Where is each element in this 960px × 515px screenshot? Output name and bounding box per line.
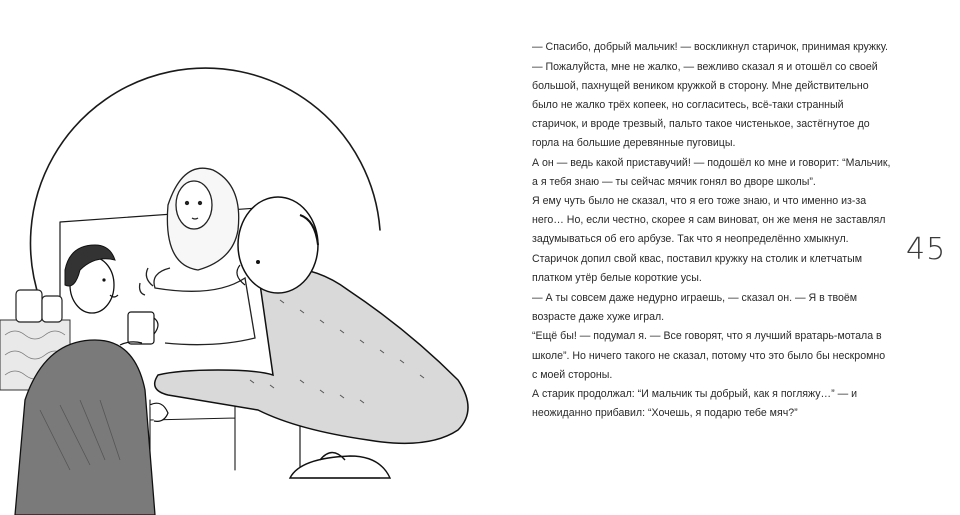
paragraph: — А ты совсем даже недурно играешь, — сказал он. — Я в твоём возрасте даже хуже играл. — [532, 291, 858, 323]
paragraph: Я ему чуть было не сказал, что я его тоже знаю, и что именно из-за него… Но, если честно, скорее я сам виноват, он же меня не заставлял задумываться об его арбузе. Так что я неопределённо хмыкнул. — [532, 195, 886, 246]
paragraph: “Ещё бы! — подумал я. — Все говорят, что я лучший вратарь-мотала в школе”. Но ничего такого не сказал, потому что это было бы нескромно с моей стороны. — [532, 330, 886, 381]
paragraph: — Пожалуйста, мне не жалко, — вежливо сказал я и отошёл со своей большой, пахнущей веником кружкой в сторону. Мне действительно было не жалко трёх копеек, но согласитесь, всё-таки странный старичок, и вроде трезвый, пальто такое чистенькое, застёгнутое до горла на большие деревянные пуговицы. — [532, 60, 878, 149]
seller-woman — [140, 168, 255, 344]
page-number: 45 — [906, 232, 947, 267]
paragraph: А он — ведь какой приставучий! — подошёл ко мне и говорит: “Мальчик, а я тебя знаю — ты сейчас мячик гонял во дворе школы”. — [532, 156, 891, 188]
paragraph: — Спасибо, добрый мальчик! — воскликнул старичок, принимая кружку. — [532, 41, 888, 53]
paragraph: Старичок допил свой квас, поставил кружку на столик и клетчатым платком утёр белые короткие усы. — [532, 253, 862, 285]
boy — [15, 245, 168, 515]
book-text — [532, 38, 892, 424]
paragraph: А старик продолжал: “И мальчик ты добрый, как я погляжу…” — и неожиданно прибавил: “Хочешь, я подарю тебе мяч?” — [532, 388, 858, 420]
